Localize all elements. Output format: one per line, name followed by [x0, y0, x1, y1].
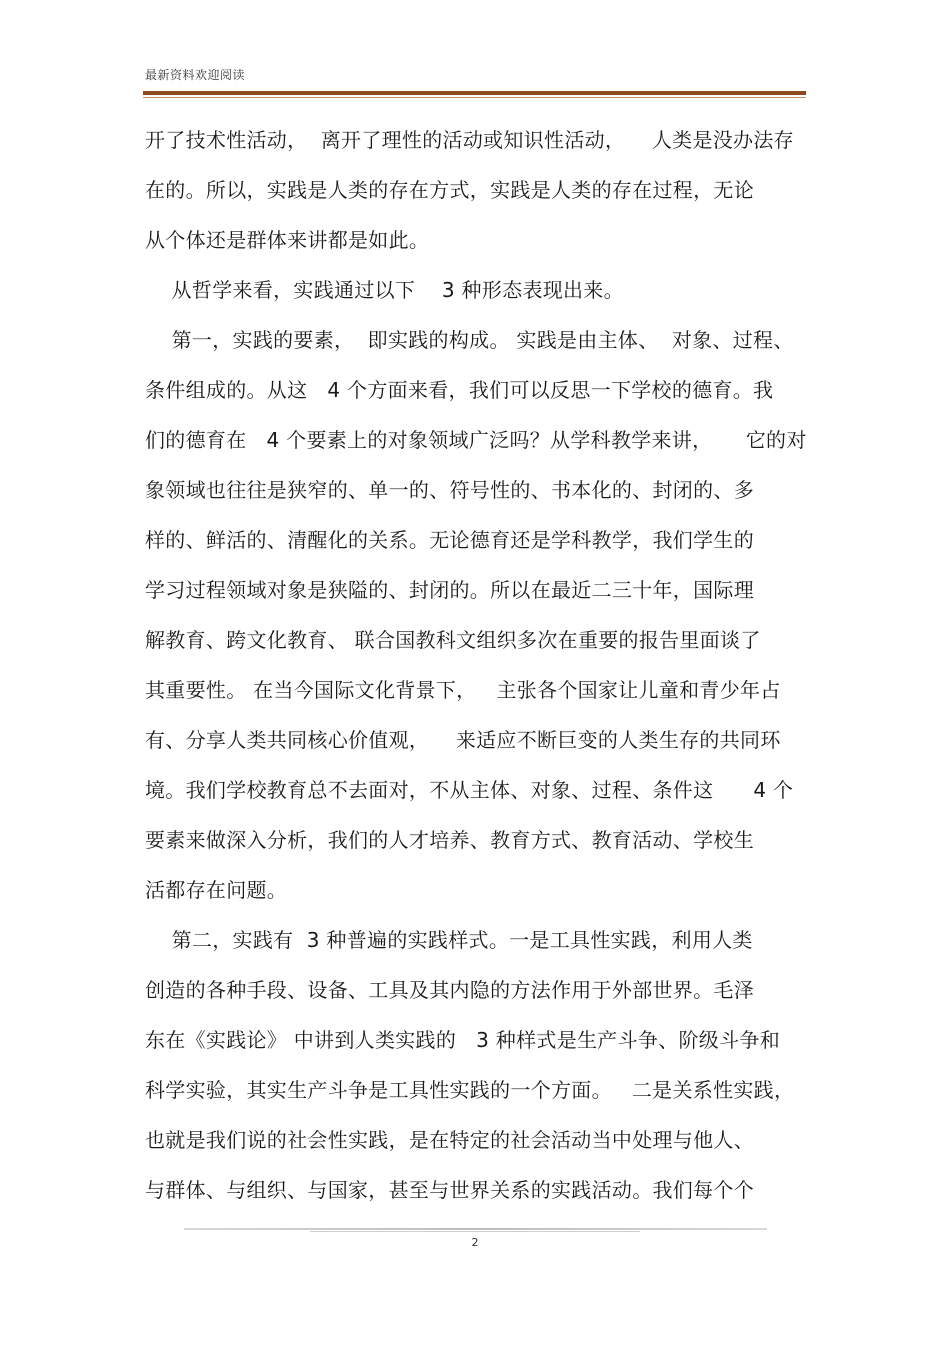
text-line: 创造的各种手段、设备、工具及其内隐的方法作用于外部世界。毛泽 [145, 978, 754, 1002]
text-line: 解教育、跨文化教育、 联合国教科文组织多次在重要的报告里面谈了 [145, 628, 761, 652]
header-divider [143, 91, 806, 95]
footer-divider [184, 1228, 767, 1230]
header-divider-thin [143, 97, 806, 98]
page-number: 2 [471, 1236, 479, 1249]
text-line: 其重要性。 在当今国际文化背景下， 主张各个国家让儿童和青少年占 [145, 678, 781, 702]
text-line: 要素来做深入分析，我们的人才培养、教育方式、教育活动、学校生 [145, 828, 754, 852]
text-line: 第一，实践的要素， 即实践的构成。 实践是由主体、 对象、过程、 [145, 328, 794, 352]
text-line: 境。我们学校教育总不去面对，不从主体、对象、过程、条件这 4 个 [145, 778, 794, 802]
header-title: 最新资料欢迎阅读 [145, 68, 246, 82]
text-line: 开了技术性活动， 离开了理性的活动或知识性活动， 人类是没办法存 [145, 128, 794, 152]
text-line: 与群体、与组织、与国家，甚至与世界关系的实践活动。我们每个个 [145, 1178, 754, 1202]
text-line: 东在《实践论》 中讲到人类实践的 3 种样式是生产斗争、阶级斗争和 [145, 1028, 781, 1052]
text-line: 也就是我们说的社会性实践，是在特定的社会活动当中处理与他人、 [145, 1128, 754, 1152]
text-line: 在的。所以，实践是人类的存在方式，实践是人类的存在过程，无论 [145, 178, 754, 202]
text-line: 条件组成的。从这 4 个方面来看，我们可以反思一下学校的德育。我 [145, 378, 774, 402]
text-line: 从哲学来看，实践通过以下 3 种形态表现出来。 [145, 278, 624, 302]
text-line: 学习过程领域对象是狭隘的、封闭的。所以在最近二三十年，国际理 [145, 578, 754, 602]
text-line: 有、分享人类共同核心价值观， 来适应不断巨变的人类生存的共同环 [145, 728, 781, 752]
text-line: 科学实验，其实生产斗争是工具性实践的一个方面。 二是关系性实践， [145, 1078, 795, 1102]
text-line: 象领域也往往是狭窄的、单一的、符号性的、书本化的、封闭的、多 [145, 478, 754, 502]
text-line: 活都存在问题。 [145, 878, 288, 902]
text-line: 从个体还是群体来讲都是如此。 [145, 228, 430, 252]
text-line: 们的德育在 4 个要素上的对象领域广泛吗？从学科教学来讲， 它的对 [145, 428, 807, 452]
text-line: 样的、鲜活的、清醒化的关系。无论德育还是学科教学，我们学生的 [145, 528, 754, 552]
text-line: 第二，实践有 3 种普遍的实践样式。一是工具性实践，利用人类 [145, 928, 753, 952]
footer-divider-shade [310, 1231, 640, 1232]
